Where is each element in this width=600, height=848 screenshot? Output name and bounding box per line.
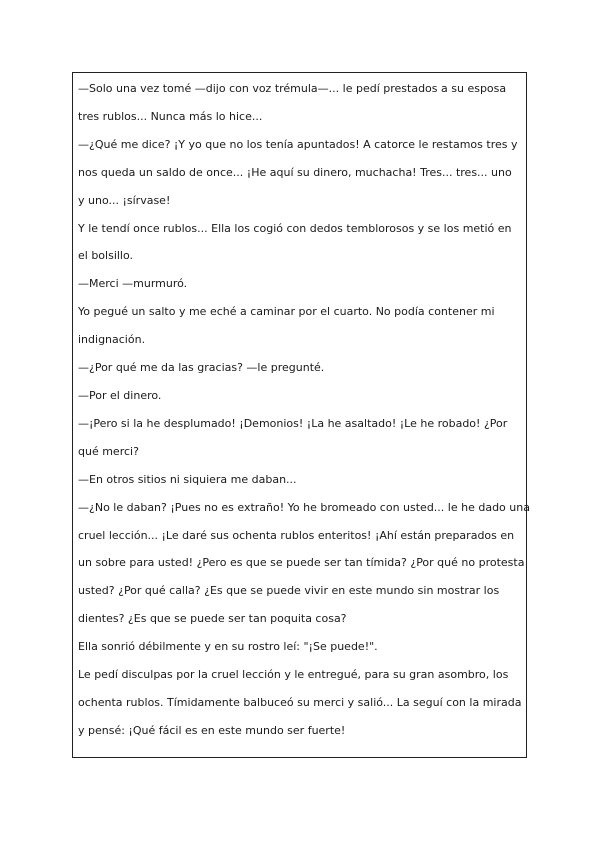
text-line: —Solo una vez tomé —dijo con voz trémula—... le pedí prestados a su esposa — [78, 82, 507, 95]
text-line: Ella sonrió débilmente y en su rostro leí: "¡Se puede!". — [78, 640, 378, 654]
text-line: —Merci —murmuró. — [78, 277, 188, 291]
text-line: —¿No le daban? ¡Pues no es extraño! Yo he bromeado con usted... le he dado una — [78, 500, 530, 514]
text-line: —Por el dinero. — [78, 388, 162, 402]
text-line: —¿Por qué me da las gracias? —le pregunté. — [78, 361, 325, 375]
document-body — [78, 75, 530, 745]
text-line: Yo pegué un salto y me eché a caminar por el cuarto. No podía contener mi — [78, 305, 495, 319]
text-line: el bolsillo. — [78, 249, 134, 263]
text-line: —¡Pero si la he desplumado! ¡Demonios! ¡La he asaltado! ¡Le he robado! ¿Por — [78, 416, 508, 430]
text-line: y uno... ¡sírvase! — [78, 193, 171, 207]
text-line: tres rublos... Nunca más lo hice... — [78, 109, 263, 123]
text-line: dientes? ¿Es que se puede ser tan poquita cosa? — [78, 612, 347, 626]
text-line: Y le tendí once rublos... Ella los cogió con dedos temblorosos y se los metió en — [78, 221, 512, 235]
text-line: indignación. — [78, 333, 146, 347]
text-line: y pensé: ¡Qué fácil es en este mundo ser fuerte! — [78, 723, 346, 737]
text-line: —En otros sitios ni siquiera me daban... — [78, 472, 297, 486]
text-line: nos queda un saldo de once... ¡He aquí su dinero, muchacha! Tres... tres... uno — [78, 165, 512, 179]
text-line: qué merci? — [78, 444, 139, 458]
text-line: ochenta rublos. Tímidamente balbuceó su merci y salió... La seguí con la mirada — [78, 695, 522, 709]
text-line: usted? ¿Por qué calla? ¿Es que se puede vivir en este mundo sin mostrar los — [78, 584, 500, 598]
text-line: un sobre para usted! ¿Pero es que se puede ser tan tímida? ¿Por qué no protesta — [78, 556, 525, 570]
text-line: —¿Qué me dice? ¡Y yo que no los tenía apuntados! A catorce le restamos tres y — [78, 137, 518, 151]
text-line: Le pedí disculpas por la cruel lección y le entregué, para su gran asombro, los — [78, 668, 509, 682]
text-line: cruel lección... ¡Le daré sus ochenta rublos enteritos! ¡Ahí están preparados en — [78, 528, 515, 542]
